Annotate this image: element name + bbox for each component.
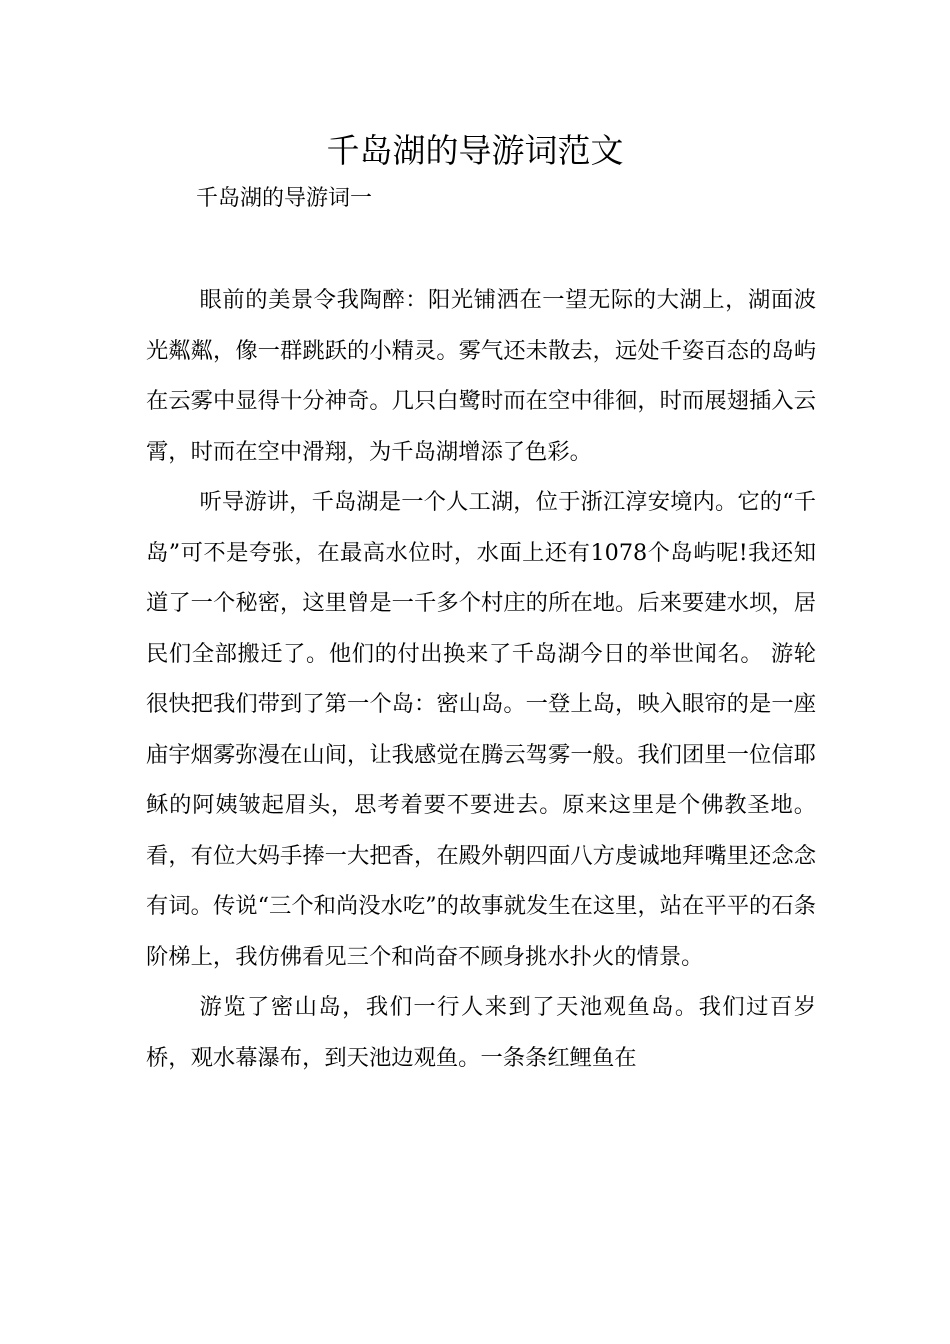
document-title: 千岛湖的导游词范文 xyxy=(326,131,624,170)
paragraph-2: 听导游讲，千岛湖是一个人工湖，位于浙江淳安境内。它的“千岛”可不是夸张，在最高水位时，水面上还有1078个岛屿呢!我还知道了一个秘密，这里曾是一千多个村庄的所在地。后来要建水坝，居民们全部搬迁了。他们的付出换来了千岛湖今日的举世闻名。 游轮很快把我们带到了第一个岛：密山岛。一登上岛，映入眼帘的是一座庙宇烟雾弥漫在山间，让我感觉在腾云驾雾一般。我们团里一位信耶稣的阿姨皱起眉头，思考着要不要进去。原来这里是个佛教圣地。看，有位大妈手捧一大把香，在殿外朝四面八方虔诚地拜嘴里还念念有词。传说“三个和尚没水吃”的故事就发生在这里，站在平平的石条阶梯上，我仿佛看见三个和尚奋不顾身挑水扑火的情景。 xyxy=(146,489,816,970)
document-subtitle: 千岛湖的导游词一 xyxy=(196,186,373,211)
paragraph-3: 游览了密山岛，我们一行人来到了天池观鱼岛。我们过百岁桥，观水幕瀑布，到天池边观鱼。一条条红鲤鱼在 xyxy=(146,994,816,1071)
document-body xyxy=(146,275,816,1083)
paragraph-1: 眼前的美景令我陶醉：阳光铺洒在一望无际的大湖上，湖面波光粼粼，像一群跳跃的小精灵。雾气还未散去，远处千姿百态的岛屿在云雾中显得十分神奇。几只白鹭时而在空中徘徊，时而展翅插入云霄，时而在空中滑翔，为千岛湖增添了色彩。 xyxy=(146,287,816,465)
